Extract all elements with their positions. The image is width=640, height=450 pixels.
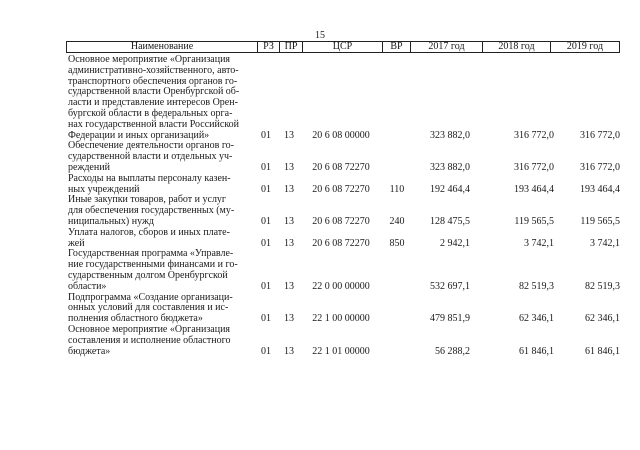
cell-y2019: 61 846,1: [585, 345, 620, 357]
cell-pr: 13: [284, 161, 294, 173]
cell-y2017: 56 288,2: [435, 345, 470, 357]
cell-rz: 01: [261, 129, 271, 141]
cell-pr: 13: [284, 215, 294, 227]
cell-pr: 13: [284, 345, 294, 357]
cell-y2018: 3 742,1: [524, 237, 554, 249]
cell-rz: 01: [261, 237, 271, 249]
row-name: Государственная программа «Управле- ние государственными финансами и го- сударственным долгом Оренбургской области»: [68, 248, 238, 292]
header-rz: РЗ: [257, 42, 279, 52]
cell-y2017: 323 882,0: [430, 161, 470, 173]
cell-y2018: 119 565,5: [514, 215, 554, 227]
cell-rz: 01: [261, 345, 271, 357]
cell-y2018: 316 772,0: [514, 161, 554, 173]
cell-rz: 01: [261, 313, 271, 325]
cell-y2019: 316 772,0: [580, 129, 620, 141]
page-number: 15: [315, 30, 325, 41]
cell-rz: 01: [261, 161, 271, 173]
header-pr: ПР: [279, 42, 302, 52]
table-row: [0, 293, 640, 325]
cell-vr: 110: [389, 183, 405, 195]
table-row: [0, 174, 640, 196]
table-row: [0, 228, 640, 250]
header-vr: ВР: [382, 42, 410, 52]
table-body: [0, 55, 640, 357]
cell-csr: 22 1 00 00000: [312, 313, 370, 325]
row-name: Обеспечение деятельности органов го- сударственной власти и отдельных уч- реждений: [68, 140, 234, 173]
table-row: [0, 249, 640, 292]
cell-y2018: 62 346,1: [519, 313, 554, 325]
cell-y2019: 119 565,5: [580, 215, 620, 227]
row-name: Иные закупки товаров, работ и услуг для обеспечения государственных (му- ниципальных) нужд: [68, 194, 235, 227]
cell-y2017: 532 697,1: [430, 280, 470, 292]
row-name: Основное мероприятие «Организация административно-хозяйственного, авто- транспортного обеспечения органов го- сударственной власти Оренбургской об- ласти и представление интересов Орен- бургской области в федеральных орга- нах государственной власти Российской Федерации и иных организаций»: [68, 54, 240, 141]
row-name: Основное мероприятие «Организация составления и исполнение областного бюджета»: [68, 323, 231, 357]
table-header: [66, 41, 620, 53]
header-csr: ЦСР: [302, 42, 382, 52]
cell-y2017: 2 942,1: [440, 237, 470, 249]
table-row: [0, 141, 640, 173]
row-name: Уплата налогов, сборов и иных плате- жей: [68, 226, 230, 249]
header-2019: 2019 год: [550, 42, 619, 52]
header-2017: 2017 год: [410, 42, 482, 52]
header-name: Наименование: [130, 41, 194, 52]
cell-y2019: 316 772,0: [580, 161, 620, 173]
cell-vr: 850: [389, 237, 405, 249]
cell-rz: 01: [261, 280, 271, 292]
cell-y2018: 316 772,0: [514, 129, 554, 141]
cell-y2019: 3 742,1: [590, 237, 620, 249]
cell-y2019: 82 519,3: [585, 280, 620, 292]
cell-pr: 13: [284, 313, 294, 325]
cell-rz: 01: [261, 183, 271, 195]
cell-y2019: 193 464,4: [580, 183, 620, 195]
row-name: Расходы на выплаты персоналу казен- ных учреждений: [68, 172, 231, 195]
cell-pr: 13: [284, 183, 294, 195]
cell-y2017: 323 882,0: [430, 129, 470, 141]
cell-csr: 20 6 08 72270: [312, 237, 370, 249]
cell-pr: 13: [284, 280, 294, 292]
cell-y2018: 82 519,3: [519, 280, 554, 292]
cell-csr: 20 6 08 00000: [312, 129, 370, 141]
cell-csr: 20 6 08 72270: [312, 215, 370, 227]
cell-csr: 22 1 01 00000: [312, 345, 370, 357]
header-2018: 2018 год: [482, 42, 550, 52]
row-name: Подпрограмма «Создание организаци- онных условий для составления и ис- полнения областного бюджета»: [68, 291, 233, 325]
cell-y2018: 61 846,1: [519, 345, 554, 357]
cell-csr: 20 6 08 72270: [312, 183, 370, 195]
cell-pr: 13: [284, 129, 294, 141]
cell-y2017: 128 475,5: [430, 215, 470, 227]
cell-rz: 01: [261, 215, 271, 227]
cell-y2018: 193 464,4: [514, 183, 554, 195]
cell-y2019: 62 346,1: [585, 313, 620, 325]
cell-y2017: 479 851,9: [430, 313, 470, 325]
cell-y2017: 192 464,4: [430, 183, 470, 195]
table-row: [0, 195, 640, 227]
table-row: [0, 325, 640, 357]
cell-csr: 22 0 00 00000: [312, 280, 370, 292]
cell-pr: 13: [284, 237, 294, 249]
cell-vr: 240: [389, 215, 405, 227]
cell-csr: 20 6 08 72270: [312, 161, 370, 173]
table-row: [0, 55, 640, 141]
